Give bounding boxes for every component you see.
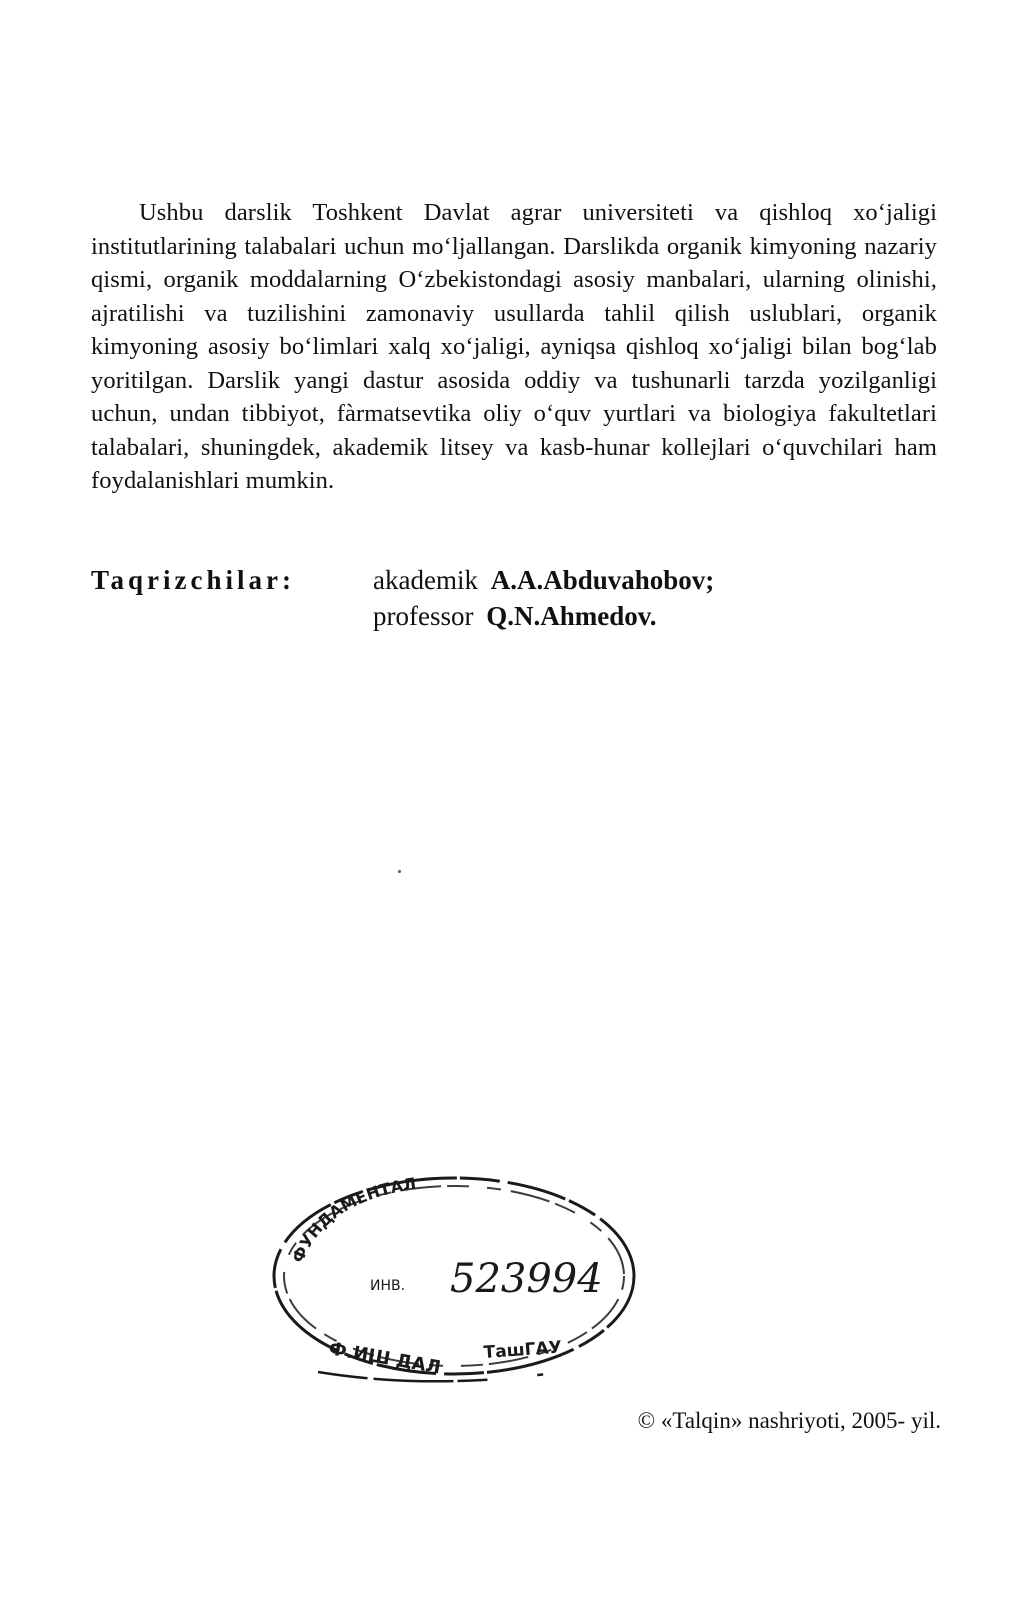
stamp-number: 523994 (450, 1256, 603, 1302)
stamp-bottom-left-text: Ф.ИШ ДАЛ (327, 1338, 443, 1379)
reviewer-name: A.A.Abduvahobov; (490, 565, 715, 595)
reviewer-title: professor (373, 601, 474, 631)
stamp-bottom-right-text: ТашГАУ (482, 1337, 563, 1363)
reviewer-name: Q.N.Ahmedov. (486, 601, 657, 631)
annotation-paragraph: Ushbu darslik Toshkent Davlat agrar universiteti va qishloq xo‘jaligi institutlarining talabalari uchun mo‘ljallangan. Darslikda organik kimyoning nazariy qismi, organik moddalarning O‘zbekistondagi asosiy manbalari, ularning olinishi, ajratilishi va tuzilishini zamonaviy usullarda tahlil qilish uslublari, organik kimyoning asosiy bo‘limlari xalq xo‘jaligi, ayniqsa qishloq xo‘jaligi bilan bog‘lab yoritilgan. Darslik yangi dastur asosida oddiy va tushunarli tarzda yozilganligi uchun, undan tibbiyot, fàrmatsevtika oliy o‘quv yurtlari va biologiya fakultetlari talabalari, shuningdek, akademik litsey va kasb-hunar kollejlari o‘quvchilari ham foydalanishlari mumkin. (91, 199, 937, 494)
reviewers-label: Taqrizchilar: (91, 565, 295, 595)
stamp-number-prefix: ИНВ. (370, 1278, 406, 1294)
stamp-top-text: ФУНДАМЕНТАЛ (288, 1173, 418, 1266)
print-speck (398, 870, 401, 873)
reviewer-entry (373, 562, 933, 598)
library-stamp-graphic (258, 1158, 650, 1388)
reviewer-title: akademik (373, 565, 478, 595)
library-stamp (258, 1158, 650, 1388)
reviewers-list (373, 562, 933, 634)
copyright-line: © «Talqin» nashriyoti, 2005- yil. (637, 1408, 941, 1433)
reviewer-entry (373, 598, 933, 634)
